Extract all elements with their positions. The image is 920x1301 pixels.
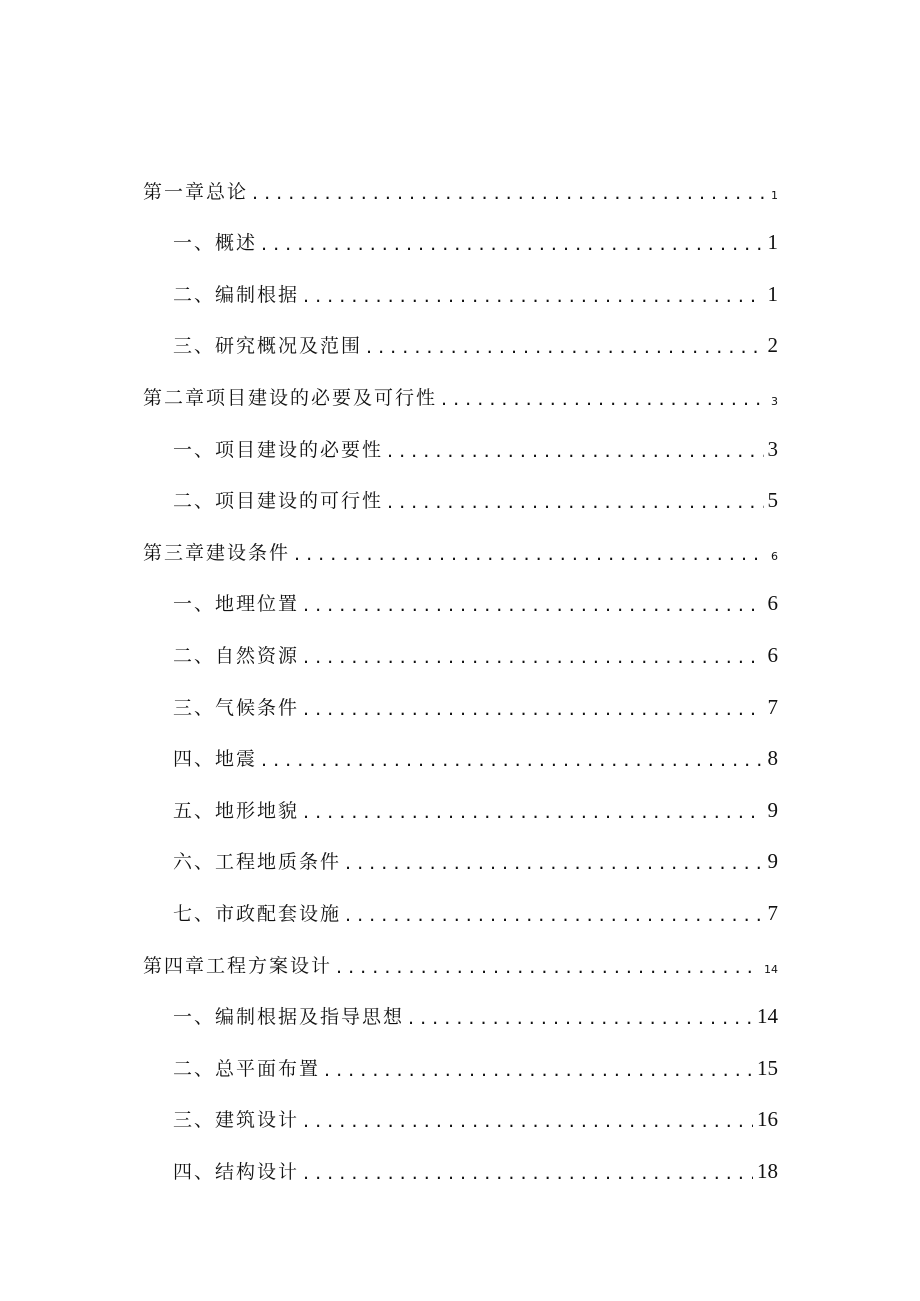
toc-section-entry[interactable] xyxy=(143,986,778,1038)
toc-dot-leader xyxy=(303,801,763,823)
toc-dot-leader xyxy=(336,956,760,978)
toc-entry-page-number: 6 xyxy=(771,549,778,563)
toc-entry-title: 二、编制根据 xyxy=(173,283,300,306)
toc-entry-title: 第三章建设条件 xyxy=(143,541,291,564)
toc-dot-leader xyxy=(441,388,767,410)
toc-entry-title: 二、总平面布置 xyxy=(173,1057,321,1080)
toc-section-entry[interactable] xyxy=(143,1089,778,1141)
toc-section-entry[interactable] xyxy=(143,624,778,676)
toc-dot-leader xyxy=(345,852,763,874)
toc-section-entry[interactable] xyxy=(143,1140,778,1192)
toc-entry-title: 三、气候条件 xyxy=(173,696,300,719)
toc-entry-title: 四、地震 xyxy=(173,748,258,771)
toc-entry-title: 第一章总论 xyxy=(143,180,249,203)
toc-chapter-entry[interactable] xyxy=(143,934,778,986)
toc-entry-page-number: 15 xyxy=(757,1055,778,1080)
toc-entry-page-number: 3 xyxy=(771,394,778,408)
toc-entry-title: 二、项目建设的可行性 xyxy=(173,490,384,513)
toc-section-entry[interactable] xyxy=(143,418,778,470)
toc-chapter-entry[interactable] xyxy=(143,366,778,418)
toc-entry-page-number: 6 xyxy=(767,642,778,667)
toc-dot-leader xyxy=(366,336,763,358)
toc-dot-leader xyxy=(303,1110,753,1132)
toc-entry-title: 一、地理位置 xyxy=(173,593,300,616)
toc-entry-page-number: 14 xyxy=(764,962,778,976)
toc-dot-leader xyxy=(303,594,763,616)
toc-dot-leader xyxy=(408,1007,753,1029)
toc-entry-title: 一、概述 xyxy=(173,232,258,255)
toc-section-entry[interactable] xyxy=(143,831,778,883)
toc-entry-page-number: 8 xyxy=(767,746,778,771)
toc-entry-page-number: 14 xyxy=(757,1004,778,1029)
toc-entry-title: 第四章工程方案设计 xyxy=(143,954,333,977)
toc-entry-title: 六、工程地质条件 xyxy=(173,851,342,874)
toc-entry-page-number: 7 xyxy=(767,694,778,719)
toc-section-entry[interactable] xyxy=(143,573,778,625)
toc-dot-leader xyxy=(294,543,767,565)
toc-dot-leader xyxy=(303,646,763,668)
toc-dot-leader xyxy=(324,1059,753,1081)
toc-dot-leader xyxy=(303,698,763,720)
toc-section-entry[interactable] xyxy=(143,315,778,367)
toc-section-entry[interactable] xyxy=(143,1037,778,1089)
toc-dot-leader xyxy=(387,491,763,513)
toc-entry-page-number: 6 xyxy=(767,591,778,616)
toc-dot-leader xyxy=(387,440,763,462)
toc-section-entry[interactable] xyxy=(143,882,778,934)
toc-dot-leader xyxy=(303,285,763,307)
toc-entry-page-number: 16 xyxy=(757,1107,778,1132)
toc-section-entry[interactable] xyxy=(143,263,778,315)
toc-entry-page-number: 3 xyxy=(767,436,778,461)
toc-entry-title: 三、建筑设计 xyxy=(173,1109,300,1132)
toc-entry-title: 一、项目建设的必要性 xyxy=(173,438,384,461)
toc-section-entry[interactable] xyxy=(143,470,778,522)
toc-chapter-entry[interactable] xyxy=(143,160,778,212)
toc-section-entry[interactable] xyxy=(143,779,778,831)
toc-section-entry[interactable] xyxy=(143,728,778,780)
toc-dot-leader xyxy=(261,749,763,771)
toc-entry-page-number: 7 xyxy=(767,900,778,925)
toc-entry-title: 五、地形地貌 xyxy=(173,799,300,822)
toc-entry-title: 四、结构设计 xyxy=(173,1160,300,1183)
toc-section-entry[interactable] xyxy=(143,676,778,728)
toc-dot-leader xyxy=(345,904,763,926)
toc-dot-leader xyxy=(252,182,767,204)
toc-entry-title: 三、研究概况及范围 xyxy=(173,335,363,358)
toc-entry-page-number: 1 xyxy=(767,230,778,255)
toc-entry-page-number: 1 xyxy=(767,281,778,306)
toc-dot-leader xyxy=(303,1162,753,1184)
toc-entry-title: 一、编制根据及指导思想 xyxy=(173,1006,405,1029)
toc-entry-page-number: 5 xyxy=(767,488,778,513)
toc-entry-title: 第二章项目建设的必要及可行性 xyxy=(143,386,438,409)
toc-entry-title: 七、市政配套设施 xyxy=(173,902,342,925)
table-of-contents xyxy=(143,160,778,1192)
toc-entry-page-number: 1 xyxy=(771,188,778,202)
toc-entry-page-number: 9 xyxy=(767,849,778,874)
toc-entry-page-number: 2 xyxy=(767,333,778,358)
toc-section-entry[interactable] xyxy=(143,212,778,264)
toc-chapter-entry[interactable] xyxy=(143,521,778,573)
toc-dot-leader xyxy=(261,233,763,255)
toc-entry-title: 二、自然资源 xyxy=(173,644,300,667)
toc-entry-page-number: 18 xyxy=(757,1158,778,1183)
toc-entry-page-number: 9 xyxy=(767,797,778,822)
